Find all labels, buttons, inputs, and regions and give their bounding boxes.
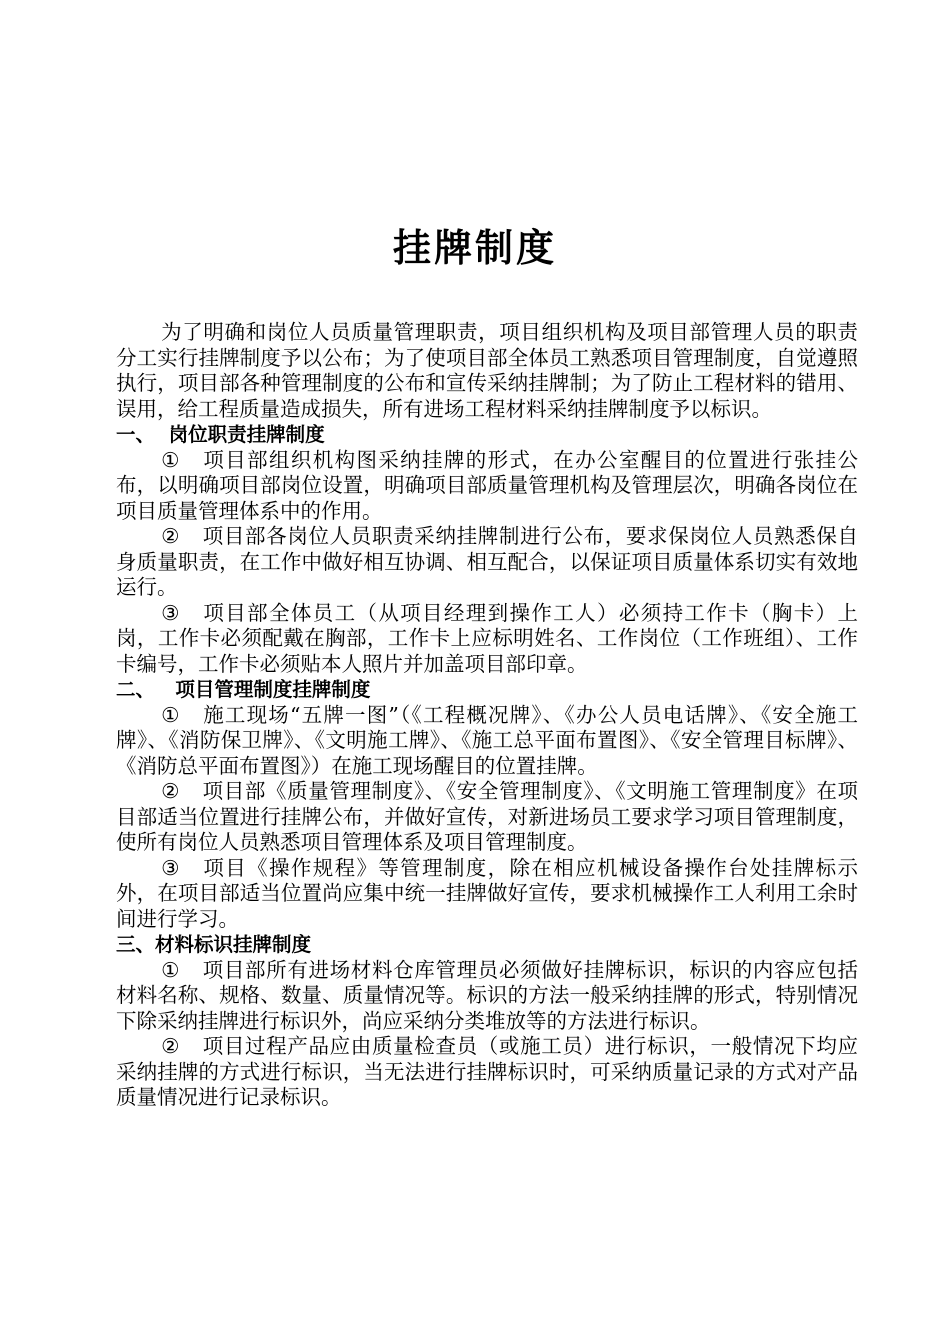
item-number: ③ (161, 600, 181, 625)
item-number: ② (161, 524, 181, 548)
item-text: 项目部所有进场材料仓库管理员必须做好挂牌标识，标识的内容应包括材料名称、规格、数量、质量情况等。标识的方法一般采纳挂牌的形式，特别情况下除采纳挂牌进行标识外，尚应采纳分类堆放等的方法进行标识。 (116, 957, 858, 1033)
item-number: ② (161, 779, 181, 803)
item-number: ③ (161, 855, 181, 880)
document-body (116, 320, 858, 1111)
section-heading: 一、 岗位职责挂牌制度 (116, 423, 325, 446)
section-heading: 三、材料标识挂牌制度 (116, 933, 312, 956)
item-text: 项目部全体员工（从项目经理到操作工人）必须持工作卡（胸卡）上岗，工作卡必须配戴在胸部，工作卡上应标明姓名、工作岗位（工作班组）、工作卡编号，工作卡必须贴本人照片并加盖项目部印章。 (116, 600, 858, 676)
item-number: ① (161, 957, 181, 982)
item-text: 施工现场“五牌一图”（《工程概况牌》、《办公人员电话牌》、《安全施工牌》、《消防保卫牌》、《文明施工牌》、《施工总平面布置图》、《安全管理目标牌》、《消防总平面布置图》）在施工现场醒目的位置挂牌。 (116, 702, 858, 778)
item-text: 项目部《质量管理制度》、《安全管理制度》、《文明施工管理制度》在项目部适当位置进行挂牌公布，并做好宣传，对新进场员工要求学习项目管理制度，使所有岗位人员熟悉项目管理体系及项目管理制度。 (116, 779, 858, 854)
list-item (116, 1034, 858, 1111)
list-item (116, 524, 858, 601)
item-text: 项目部组织机构图采纳挂牌的形式，在办公室醒目的位置进行张挂公布，以明确项目部岗位设置，明确项目部质量管理机构及管理层次，明确各岗位在项目质量管理体系中的作用。 (116, 447, 858, 523)
item-text: 项目部各岗位人员职责采纳挂牌制进行公布，要求保岗位人员熟悉保自身质量职责，在工作中做好相互协调、相互配合，以保证项目质量体系切实有效地运行。 (116, 524, 858, 599)
intro-paragraph: 为了明确和岗位人员质量管理职责，项目组织机构及项目部管理人员的职责分工实行挂牌制度予以公布；为了使项目部全体员工熟悉项目管理制度，自觉遵照执行，项目部各种管理制度的公布和宣传采纳挂牌制；为了防止工程材料的错用、误用，给工程质量造成损失，所有进场工程材料采纳挂牌制度予以标识。 (116, 320, 858, 421)
list-item (116, 703, 858, 780)
item-text: 项目过程产品应由质量检查员（或施工员）进行标识，一般情况下均应采纳挂牌的方式进行标识，当无法进行挂牌标识时，可采纳质量记录的方式对产品质量情况进行记录标识。 (116, 1034, 858, 1109)
list-item (116, 601, 858, 678)
item-number: ① (161, 447, 181, 472)
list-item (116, 448, 858, 525)
list-item (116, 856, 858, 933)
item-number: ② (161, 1034, 181, 1058)
document-title: 挂牌制度 (392, 226, 557, 270)
list-item (116, 958, 858, 1035)
list-item (116, 779, 858, 856)
item-number: ① (161, 702, 181, 727)
section-heading: 二、 项目管理制度挂牌制度 (116, 678, 371, 701)
item-text: 项目《操作规程》等管理制度，除在相应机械设备操作台处挂牌标示外，在项目部适当位置尚应集中统一挂牌做好宣传，要求机械操作工人利用工余时间进行学习。 (116, 855, 858, 931)
